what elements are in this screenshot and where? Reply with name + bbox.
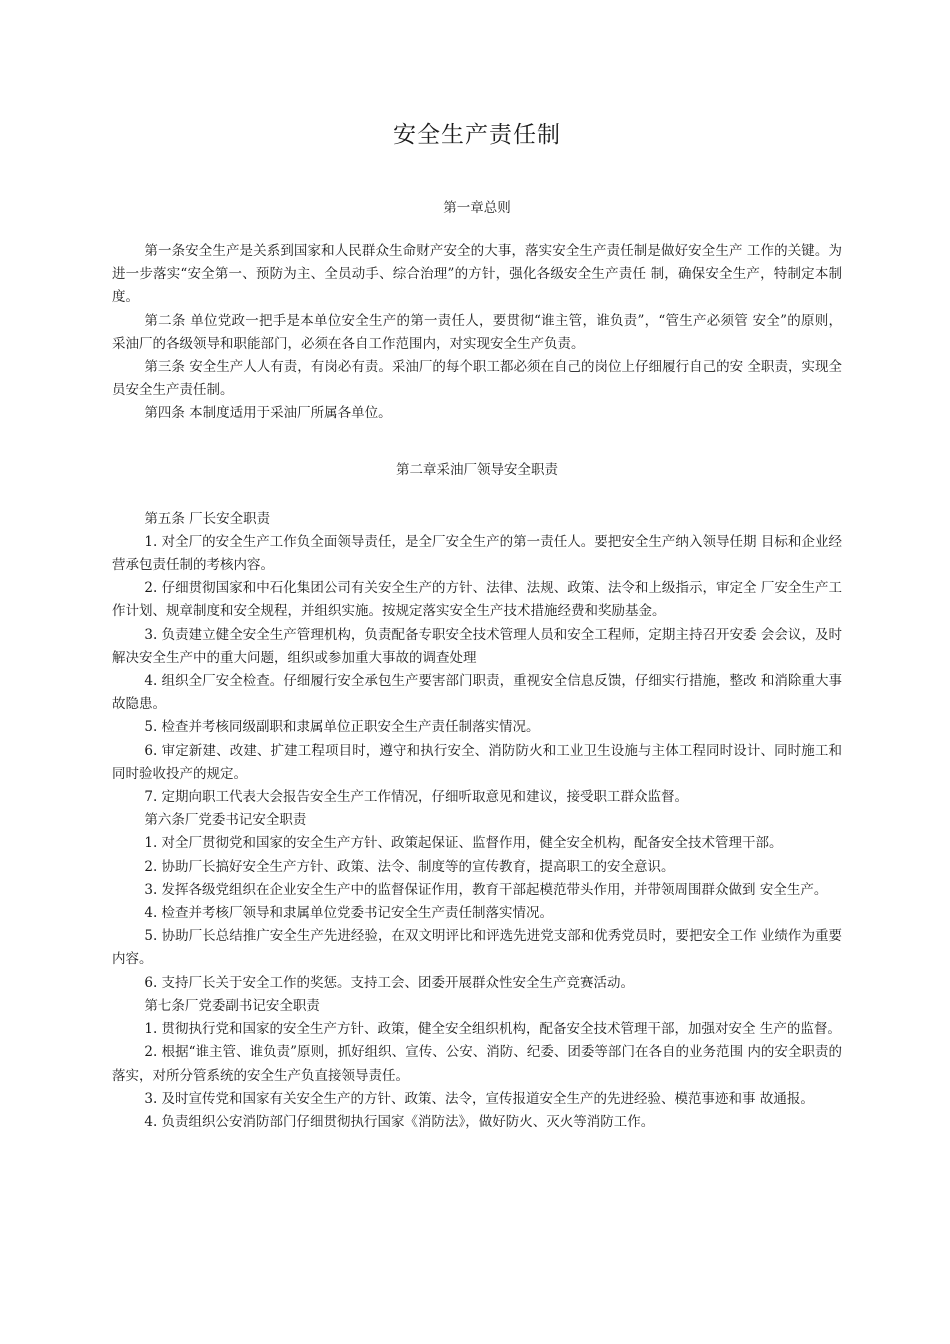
chapter-2-body xyxy=(112,508,842,1134)
article-6-item: 3. 发挥各级党组织在企业安全生产中的监督保证作用，教育干部起模范带头作用，并带领周围群众做到 安全生产。 xyxy=(144,881,828,898)
article-5-heading: 第五条 厂长安全职责 xyxy=(144,510,271,527)
article-3: 第三条 安全生产人人有责，有岗必有责。采油厂的每个职工都必须在自己的岗位上仔细履行自己的安 全职责，实现全员安全生产责任制。 xyxy=(112,359,842,399)
article-7-item: 3. 及时宣传党和国家有关安全生产的方针、政策、法令，宣传报道安全生产的先进经验、模范事迹和事 故通报。 xyxy=(144,1090,814,1107)
article-2: 第二条 单位党政一把手是本单位安全生产的第一责任人，要贯彻“谁主管，谁负责”，“管生产必须管 安全”的原则，采油厂的各级领导和职能部门，必须在各自工作范围内，对实现安全生产负责。 xyxy=(112,312,842,352)
article-6-item: 1. 对全厂贯彻党和国家的安全生产方针、政策起保证、监督作用，健全安全机构，配备安全技术管理干部。 xyxy=(144,835,783,852)
chapter-1-body xyxy=(112,240,842,426)
article-6-heading: 第六条厂党委书记安全职责 xyxy=(144,812,307,829)
article-6-item: 6. 支持厂长关于安全工作的奖惩。支持工会、团委开展群众性安全生产竞赛活动。 xyxy=(144,974,635,991)
article-7-item: 2. 根据“谁主管、谁负责”原则，抓好组织、宣传、公安、消防、纪委、团委等部门在各自的业务范围 内的安全职责的落实，对所分管系统的安全生产负直接领导责任。 xyxy=(112,1044,842,1084)
article-5-item: 7. 定期向职工代表大会报告安全生产工作情况，仔细听取意见和建议，接受职工群众监督。 xyxy=(144,789,689,806)
article-5-item: 2. 仔细贯彻国家和中石化集团公司有关安全生产的方针、法律、法规、政策、法令和上级指示，审定全 厂安全生产工作计划、规章制度和安全规程，并组织实施。按规定落实安全生产技术措施经费和奖励基金。 xyxy=(112,580,842,620)
document-title: 安全生产责任制 xyxy=(393,122,561,148)
article-6-item: 4. 检查并考核厂领导和隶属单位党委书记安全生产责任制落实情况。 xyxy=(144,905,554,922)
article-7-item: 1. 贯彻执行党和国家的安全生产方针、政策，健全安全组织机构，配备安全技术管理干部，加强对安全 生产的监督。 xyxy=(144,1021,841,1038)
chapter-1-heading: 第一章总则 xyxy=(443,200,511,216)
article-5-item: 5. 检查并考核同级副职和隶属单位正职安全生产责任制落实情况。 xyxy=(144,719,540,736)
article-5-item: 6. 审定新建、改建、扩建工程项目时，遵守和执行安全、消防防火和工业卫生设施与主体工程同时设计、同时施工和同时验收投产的规定。 xyxy=(112,742,842,782)
article-1: 第一条安全生产是关系到国家和人民群众生命财产安全的大事，落实安全生产责任制是做好安全生产 工作的关键。为进一步落实“安全第一、预防为主、全员动手、综合治理”的方针，强化各级安全生产责任 制，确保安全生产，特制定本制度。 xyxy=(112,243,842,306)
chapter-2-heading: 第二章采油厂领导安全职责 xyxy=(396,461,558,478)
article-5-item: 4. 组织全厂安全检查。仔细履行安全承包生产要害部门职责，重视安全信息反馈，仔细实行措施，整改 和消除重大事故隐患。 xyxy=(112,673,842,713)
article-7-item: 4. 负责组织公安消防部门仔细贯彻执行国家《消防法》，做好防火、灭火等消防工作。 xyxy=(144,1113,655,1130)
article-5-item: 3. 负责建立健全安全生产管理机构，负责配备专职安全技术管理人员和安全工程师，定期主持召开安委 会会议，及时解决安全生产中的重大问题，组织或参加重大事故的调查处理 xyxy=(112,626,842,666)
article-5-item: 1. 对全厂的安全生产工作负全面领导责任，是全厂安全生产的第一责任人。要把安全生产纳入领导任期 目标和企业经营承包责任制的考核内容。 xyxy=(112,533,842,574)
article-6-item: 5. 协助厂长总结推广安全生产先进经验，在双文明评比和评选先进党支部和优秀党员时，要把安全工作 业绩作为重要内容。 xyxy=(112,928,842,968)
article-7-heading: 第七条厂党委副书记安全职责 xyxy=(144,997,320,1014)
article-6-item: 2. 协助厂长搞好安全生产方针、政策、法令、制度等的宣传教育，提高职工的安全意识。 xyxy=(144,858,675,875)
article-4: 第四条 本制度适用于采油厂所属各单位。 xyxy=(144,405,392,422)
